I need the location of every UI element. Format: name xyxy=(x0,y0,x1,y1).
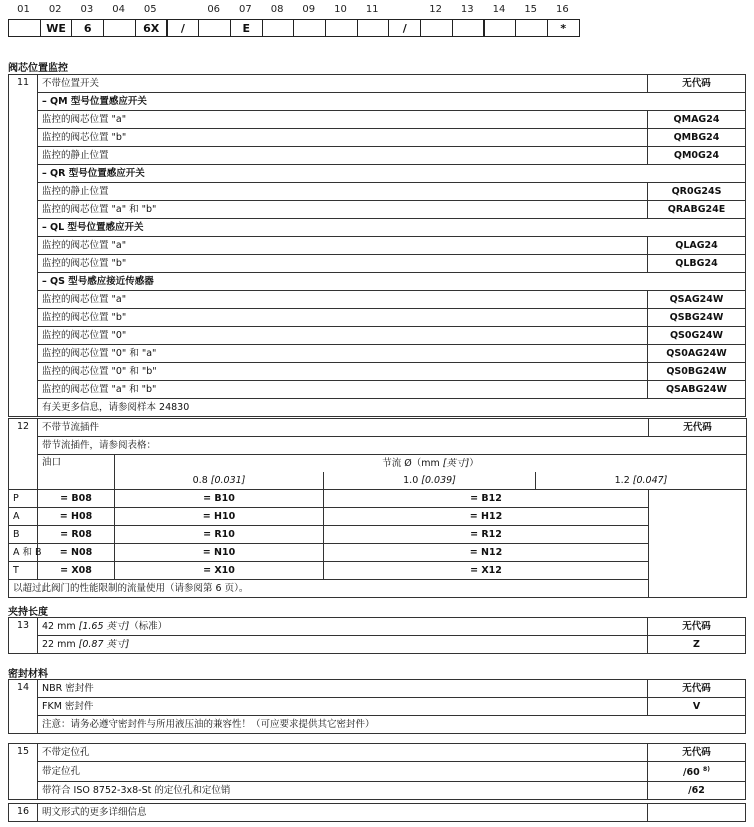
row-number: 13 xyxy=(9,618,38,654)
option-label: 监控的阀芯位置 "a" xyxy=(38,111,648,129)
option-label: 不带位置开关 xyxy=(38,75,648,93)
port-label: T xyxy=(9,562,38,580)
table-row xyxy=(9,165,746,183)
option-code: V xyxy=(648,698,746,716)
table-row xyxy=(9,93,746,111)
option-code: QLAG24 xyxy=(648,237,746,255)
group-header: – QS 型号感应接近传感器 xyxy=(38,273,746,291)
code-position-label: 13 xyxy=(460,4,474,15)
option-label: 不带节流插件 xyxy=(38,419,649,437)
code-position-box xyxy=(484,19,517,37)
code-position-box xyxy=(262,19,295,37)
option-code: 无代码 xyxy=(648,75,746,93)
option-code: QS0G24W xyxy=(648,327,746,345)
throttle-code: = H12 xyxy=(324,508,649,526)
option-code: QSAG24W xyxy=(648,291,746,309)
table-row xyxy=(9,363,746,381)
throttle-code: = B12 xyxy=(324,490,649,508)
group-header: – QL 型号位置感应开关 xyxy=(38,219,746,237)
table-row xyxy=(9,201,746,219)
table-row xyxy=(9,544,747,562)
option-code: 无代码 xyxy=(649,419,747,437)
throttle-code: = N10 xyxy=(115,544,324,562)
option-code xyxy=(648,804,746,822)
section-heading-seal-material: 密封材料 xyxy=(8,669,48,680)
throttle-size: 0.8 [0.031] xyxy=(115,472,324,490)
throttle-code: = R12 xyxy=(324,526,649,544)
throttle-size: 1.0 [0.039] xyxy=(324,472,536,490)
option-code: 无代码 xyxy=(648,680,746,698)
row-number: 15 xyxy=(9,744,38,800)
code-position-box: 6 xyxy=(71,19,104,37)
table-locating-hole xyxy=(8,743,746,800)
option-label: 明文形式的更多详细信息 xyxy=(38,804,648,822)
table-row xyxy=(9,129,746,147)
throttle-code: = X12 xyxy=(324,562,649,580)
option-label: 不带定位孔 xyxy=(38,744,648,762)
option-label: NBR 密封件 xyxy=(38,680,648,698)
option-label: FKM 密封件 xyxy=(38,698,648,716)
code-position-box xyxy=(515,19,548,37)
option-code: QR0G24S xyxy=(648,183,746,201)
throttle-code: = H08 xyxy=(38,508,115,526)
option-code: QSABG24W xyxy=(648,381,746,399)
row-number: 12 xyxy=(9,419,38,490)
code-position-box xyxy=(357,19,390,37)
code-position-label: 14 xyxy=(492,4,506,15)
option-code: QSBG24W xyxy=(648,309,746,327)
throttle-code: = B10 xyxy=(115,490,324,508)
code-position-label: 01 xyxy=(17,4,30,15)
code-position-box xyxy=(420,19,453,37)
option-code: QS0AG24W xyxy=(648,345,746,363)
option-code: QRABG24E xyxy=(648,201,746,219)
throttle-note: 以超过此阀门的性能限制的流量使用（请参阅第 6 页）。 xyxy=(9,580,649,598)
option-label: 监控的阀芯位置 "0" 和 "b" xyxy=(38,363,648,381)
option-label: 监控的阀芯位置 "b" xyxy=(38,309,648,327)
code-position-box xyxy=(198,19,231,37)
port-label: A 和 B xyxy=(9,544,38,562)
group-header: – QR 型号位置感应开关 xyxy=(38,165,746,183)
table-clamping-length xyxy=(8,617,746,654)
table-row xyxy=(9,183,746,201)
table-throttle-insert xyxy=(8,418,747,598)
option-label: 监控的阀芯位置 "b" xyxy=(38,255,648,273)
code-position-box xyxy=(8,19,41,37)
table-row xyxy=(9,291,746,309)
throttle-code: = N08 xyxy=(38,544,115,562)
code-position-box: E xyxy=(230,19,263,37)
option-label: 监控的阀芯位置 "a" xyxy=(38,291,648,309)
option-label: 带符合 ISO 8752-3x8-St 的定位孔和定位销 xyxy=(38,782,648,800)
option-label: 带定位孔 xyxy=(38,762,648,782)
table-row xyxy=(9,219,746,237)
table-row xyxy=(9,327,746,345)
table-row xyxy=(9,526,747,544)
section-heading-spool-monitoring: 阀芯位置监控 xyxy=(8,63,68,74)
table-row xyxy=(9,508,747,526)
option-code: /60 $^{8)}$ xyxy=(648,762,746,782)
throttle-header: 节流 Ø（mm [英寸]） xyxy=(115,455,747,473)
option-label: 22 mm [0.87 英寸] xyxy=(38,636,648,654)
port-label: P xyxy=(9,490,38,508)
seal-note: 注意：请务必遵守密封件与所用液压油的兼容性！（可应要求提供其它密封件） xyxy=(38,716,746,734)
code-position-label: 12 xyxy=(429,4,442,15)
option-label: 42 mm [1.65 英寸]（标准） xyxy=(38,618,648,636)
option-code: 无代码 xyxy=(648,744,746,762)
option-code: /62 xyxy=(648,782,746,800)
port-header: 油口 xyxy=(38,455,115,490)
option-code: 无代码 xyxy=(648,618,746,636)
table-row xyxy=(9,490,747,508)
code-position-label: 03 xyxy=(80,4,94,15)
code-position-label: 16 xyxy=(556,4,569,15)
code-position-label: 02 xyxy=(48,4,62,15)
code-position-label: 06 xyxy=(207,4,221,15)
row-number: 16 xyxy=(9,804,38,822)
code-position-box: / xyxy=(167,19,200,37)
code-position-box: * xyxy=(547,19,580,37)
code-position-label: 04 xyxy=(112,4,125,15)
throttle-code: = N12 xyxy=(324,544,649,562)
table-row xyxy=(9,111,746,129)
table-row xyxy=(9,147,746,165)
option-label: 监控的阀芯位置 "a" 和 "b" xyxy=(38,381,648,399)
throttle-size: 1.2 [0.047] xyxy=(536,472,747,490)
option-code: QMAG24 xyxy=(648,111,746,129)
throttle-code: = R08 xyxy=(38,526,115,544)
option-code: Z xyxy=(648,636,746,654)
code-position-box xyxy=(293,19,326,37)
option-code: QLBG24 xyxy=(648,255,746,273)
option-code: QMBG24 xyxy=(648,129,746,147)
code-position-box: WE xyxy=(40,19,73,37)
note: 有关更多信息，请参阅样本 24830 xyxy=(38,399,746,417)
option-label: 监控的静止位置 xyxy=(38,147,648,165)
throttle-code: = H10 xyxy=(115,508,324,526)
table-row xyxy=(9,237,746,255)
option-label: 带节流插件，请参阅表格： xyxy=(38,437,747,455)
throttle-code: = R10 xyxy=(115,526,324,544)
code-position-box: / xyxy=(388,19,421,37)
code-position-label: 15 xyxy=(524,4,538,15)
throttle-code: = X08 xyxy=(38,562,115,580)
option-label: 监控的静止位置 xyxy=(38,183,648,201)
table-spool-position-monitoring xyxy=(8,74,746,417)
option-label: 监控的阀芯位置 "0" 和 "a" xyxy=(38,345,648,363)
option-label: 监控的阀芯位置 "0" xyxy=(38,327,648,345)
group-header: – QM 型号位置感应开关 xyxy=(38,93,746,111)
table-row xyxy=(9,309,746,327)
table-row xyxy=(9,273,746,291)
code-position-label: 11 xyxy=(365,4,379,15)
table-row xyxy=(9,75,746,93)
footnote-ref: 8) xyxy=(703,766,710,773)
port-label: B xyxy=(9,526,38,544)
table-row xyxy=(9,399,746,417)
table-row xyxy=(9,381,746,399)
option-label: 监控的阀芯位置 "a" xyxy=(38,237,648,255)
code-position-box: 6X xyxy=(135,19,168,37)
row-number: 11 xyxy=(9,75,38,417)
section-heading-clamping-length: 夹持长度 xyxy=(8,607,48,618)
table-additional-details xyxy=(8,803,746,822)
code-position-label: 09 xyxy=(302,4,316,15)
option-code: QS0BG24W xyxy=(648,363,746,381)
code-position-label: 10 xyxy=(334,4,347,15)
code-position-label: 05 xyxy=(143,4,157,15)
code-position-box xyxy=(452,19,485,37)
row-number: 14 xyxy=(9,680,38,734)
throttle-code: = B08 xyxy=(38,490,115,508)
table-seal-material xyxy=(8,679,746,734)
option-code: QM0G24 xyxy=(648,147,746,165)
table-row xyxy=(9,562,747,580)
code-position-box xyxy=(103,19,136,37)
code-position-label: 07 xyxy=(239,4,252,15)
code-position-box xyxy=(325,19,358,37)
option-label: 监控的阀芯位置 "b" xyxy=(38,129,648,147)
option-label: 监控的阀芯位置 "a" 和 "b" xyxy=(38,201,648,219)
table-row xyxy=(9,255,746,273)
code-position-label: 08 xyxy=(270,4,284,15)
table-row xyxy=(9,345,746,363)
port-label: A xyxy=(9,508,38,526)
throttle-code: = X10 xyxy=(115,562,324,580)
